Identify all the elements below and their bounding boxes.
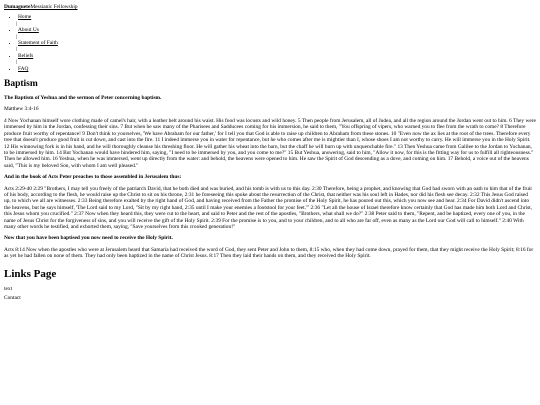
nav-link-beliefs[interactable]: Beliefs [18, 52, 34, 59]
nav-separator: | [16, 20, 18, 27]
section-heading-holy-spirit: Now that you have been baptised you now need to receive the Holy Spirit. [4, 235, 173, 242]
nav-link-home[interactable]: Home [18, 14, 32, 21]
nav-separator: | [16, 59, 18, 66]
section-heading-acts: And in the book of Acts Peter preaches to those assembled in Jerusalem thus: [4, 174, 182, 181]
scripture-reference: Matthew 3:4-16 [4, 106, 39, 113]
contact-link[interactable]: Contact [4, 295, 21, 301]
nav-link-statement-of-faith[interactable]: Statement of Faith [18, 40, 58, 47]
site-header [4, 4, 536, 10]
scripture-paragraph-acts-2: Acts 2:29-40 2:29 "Brothers, I may tell you freely of the patriarch David, that he both died and was buried, and his tomb is with us to this day. 2:30 Therefore, being a prophet, and knowing that God had sworn with an oath to him that of the fruit of his body, according to the flesh, he would raise up the Christ to sit on his throne, 2:31 he foreseeing this spoke about the resurrection of the Christ, that neither was his soul left in Hades, nor did his flesh see decay. 2:32 This Jesus God raised up, to which we all are witnesses. 2:33 Being therefore exalted by the right hand of God, and having received from the Father the promise of the Holy Spirit, he has poured out this, which you now see and hear. 2:34 For David didn't ascend into the heavens, but he says himself, 'The Lord said to my Lord, "Sit by my right hand, 2:35 until I make your enemies a footstool for your feet."' 2:36 "Let all the house of Israel therefore know certainly that God has made him both Lord and Christ, this Jesus whom you crucified." 2:37 Now when they heard this, they were cut to the heart, and said to Peter and the rest of the apostles, "Brothers, what shall we do?" 2:38 Peter said to them, "Repent, and be baptized, every one of you, in the name of Jesus Christ for the forgiveness of sins, and you will receive the gift of the Holy Spirit. 2:39 For the promise is to you, and to your children, and to all who are far off, even as many as the Lord our God will call to himself." 2:40 With many other words he testified, and exhorted them, saying, "Save yourselves from this crooked generation!" [4, 185, 533, 230]
page-title: Baptism [4, 79, 38, 90]
nav-link-faq[interactable]: FAQ [18, 65, 29, 72]
links-text: text [4, 285, 13, 292]
site-brand-link[interactable]: Dumaguete [4, 4, 31, 10]
nav-separator: | [16, 46, 18, 53]
section-subtitle: The Baptism of Yeshua and the sermon of Peter concerning baptism. [4, 95, 162, 102]
scripture-paragraph-acts-8: Acts 8:14 Now when the apostles who were at Jerusalem heard that Samaria had received the word of God, they sent Peter and John to them, 8:15 who, when they had come down, prayed for them, that they might receive the Holy Spirit; 8:16 for as yet he had fallen on none of them. They had only been baptized in the name of Christ Jesus. 8:17 Then they laid their hands on them, and they received the Holy Spirit. [4, 246, 534, 260]
main-nav [4, 14, 536, 72]
nav-separator: | [16, 33, 18, 40]
links-page-title: Links Page [4, 267, 57, 280]
nav-item-faq [18, 66, 536, 72]
nav-link-about[interactable]: About Us [18, 27, 39, 34]
site-brand-subtitle-link[interactable]: Messianic Fellowship [30, 4, 78, 10]
scripture-paragraph-matthew: 4 Now Yochanan himself wore clothing made of camel's hair, with a leather belt around his waist. His food was locusts and wild honey. 5 Then people from Jerusalem, all of Judea, and all the region around the Jordan went out to him. 6 They were immersed by him in the Jordan, confessing their sins. 7 But when he saw many of the Pharisees and Sadducees coming for his immersion, he said to them, "You offspring of vipers, who warned you to flee from the wrath to come? 8 Therefore produce fruit worthy of repentance! 9 Don't think to yourselves, 'We have Abraham for our father,' for I tell you that God is able to raise up children to Abraham from these stones. 10 "Even now the ax lies at the root of the trees. Therefore every tree that doesn't produce good fruit is cut down, and cast into the fire. 11 I indeed immerse you in water for repentance, but he who comes after me is mightier than I, whose shoes I am not worthy to carry. He will immerse you in the Holy Spirit. 12 His winnowing fork is in his hand, and he will thoroughly cleanse his threshing floor. He will gather his wheat into the barn, but the chaff he will burn up with unquenchable fire." 13 Then Yeshua came from Galilee to the Jordan to Yochanan, to be immersed by him. 14 But Yochanan would have hindered him, saying, "I need to be immersed by you, and you come to me?" 15 But Yeshua, answering, said to him, "Allow it now, for this is the fitting way for us to fulfill all righteousness." Then he allowed him. 16 Yeshua, when he was immersed, went up directly from the water: and behold, the heavens were opened to him. He saw the Spirit of God descending as a dove, and coming on him. 17 Behold, a voice out of the heavens said, "This is my beloved Son, with whom I am well pleased." [4, 117, 536, 169]
